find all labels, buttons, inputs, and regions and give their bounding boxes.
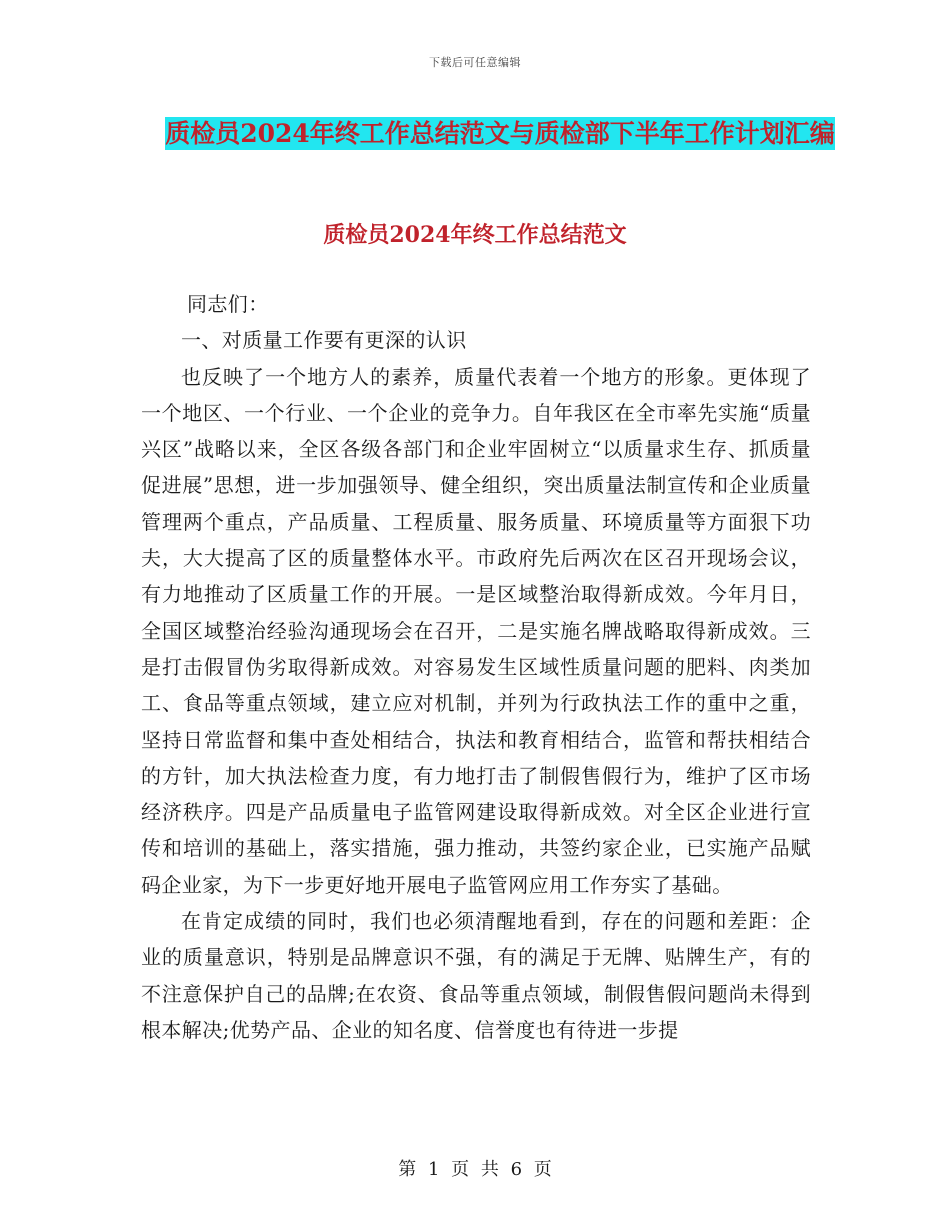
page-footer: 第 1 页 共 6 页 <box>398 1159 552 1180</box>
greeting: 同志们： <box>187 292 269 316</box>
document-title <box>140 112 860 156</box>
document-title-text: 质检员2024年终工作总结范文与质检部下半年工作计划汇编 <box>165 119 835 148</box>
header-note: 下载后可任意编辑 <box>429 56 521 69</box>
paragraph-2: 在肯定成绩的同时，我们也必须清醒地看到，存在的问题和差距：企业的质量意识，特别是品牌意识不强，有的满足于无牌、贴牌生产，有的不注意保护自己的品牌;在农资、食品等重点领域，制假售假问题尚未得到根本解决;优势产品、企业的知名度、信誉度也有待进一步提 <box>141 909 811 1042</box>
section-title: 质检员2024年终工作总结范文 <box>323 222 627 248</box>
document-body <box>141 286 811 1048</box>
paragraph-1: 也反映了一个地方人的素养，质量代表着一个地方的形象。更体现了一个地区、一个行业、一个企业的竞争力。自年我区在全市率先实施“质量兴区”战略以来，全区各级各部门和企业牢固树立“以质量求生存、抓质量促进展”思想，进一步加强领导、健全组织，突出质量法制宣传和企业质量管理两个重点，产品质量、工程质量、服务质量、环境质量等方面狠下功夫，大大提高了区的质量整体水平。市政府先后两次在区召开现场会议，有力地推动了区质量工作的开展。一是区域整治取得新成效。今年月日，全国区域整治经验沟通现场会在召开，二是实施名牌战略取得新成效。三是打击假冒伪劣取得新成效。对容易发生区域性质量问题的肥料、肉类加工、食品等重点领域，建立应对机制，并列为行政执法工作的重中之重，坚持日常监督和集中查处相结合，执法和教育相结合，监管和帮扶相结合的方针，加大执法检查力度，有力地打击了制假售假行为，维护了区市场经济秩序。四是产品质量电子监管网建设取得新成效。对全区企业进行宣传和培训的基础上，落实措施，强力推动，共签约家企业，已实施产品赋码企业家，为下一步更好地开展电子监管网应用工作夯实了基础。 <box>141 364 811 897</box>
subheading: 一、对质量工作要有更深的认识 <box>181 328 467 353</box>
